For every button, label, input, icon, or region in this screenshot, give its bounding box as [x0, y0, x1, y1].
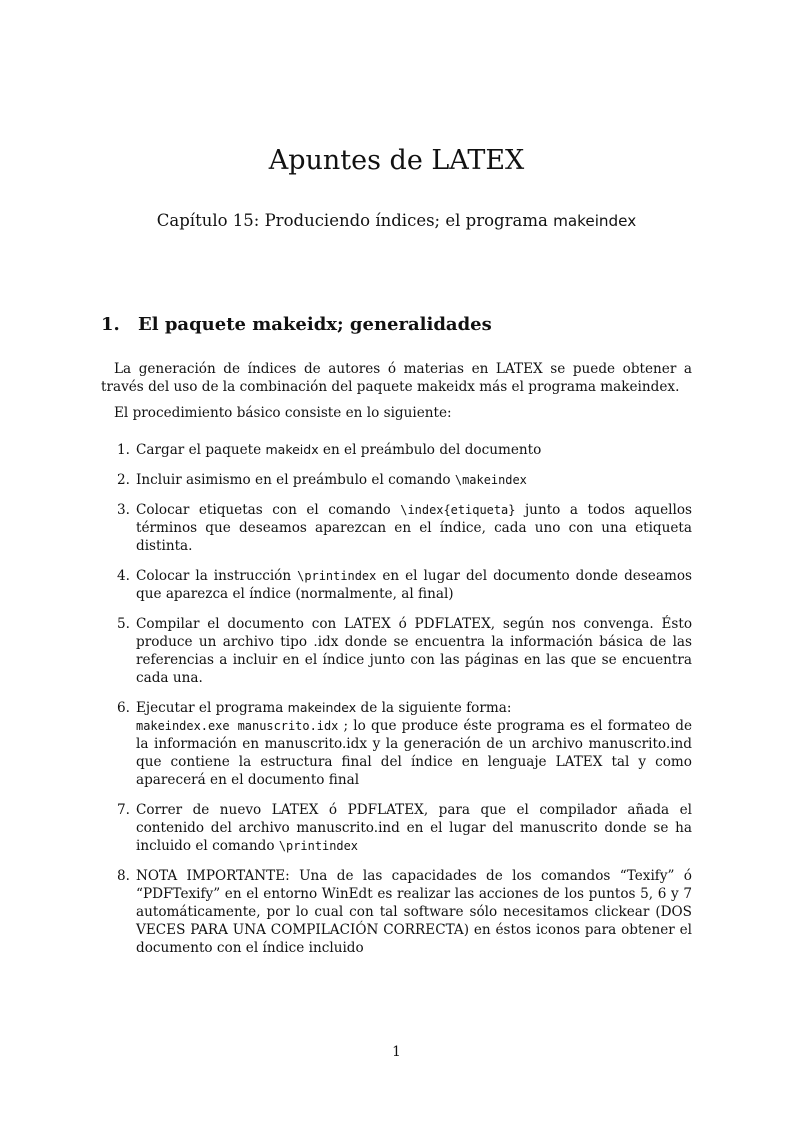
- list-item-number: 6.: [117, 700, 130, 716]
- list-item: [101, 501, 692, 555]
- list-item: [101, 567, 692, 603]
- list-item-text: Ejecutar el programa makeindex de la siguiente forma: makeindex.exe manuscrito.idx ; lo que produce éste programa es el formateo de la información en manuscrito.idx y la generación de un archivo manuscrito.ind que contiene la estructura final del índice en lenguaje LATEX tal y como aparecerá en el documento final: [136, 700, 692, 788]
- list-item-number: 3.: [117, 502, 130, 518]
- list-item-text: Cargar el paquete makeidx en el preámbulo del documento: [136, 442, 542, 458]
- section-title: El paquete makeidx; generalidades: [138, 314, 492, 335]
- list-item: [101, 471, 692, 489]
- list-item-number: 2.: [117, 472, 130, 488]
- list-item: [101, 615, 692, 687]
- list-item: [101, 441, 692, 459]
- list-item-text: Colocar la instrucción \printindex en el lugar del documento donde deseamos que aparezca el índice (normalmente, al final): [136, 568, 692, 602]
- list-item-number: 1.: [117, 442, 130, 458]
- section-heading: [101, 314, 492, 335]
- page-title: Apuntes de LATEX: [268, 145, 525, 176]
- intro-paragraph: La generación de índices de autores ó materias en LATEX se puede obtener a través del uso de la combinación del paquete makeidx más el programa makeindex.: [101, 361, 692, 395]
- list-item-text: Compilar el documento con LATEX ó PDFLATEX, según nos convenga. Ésto produce un archivo tipo .idx donde se encuentra la información básica de las referencias a incluir en el índice junto con las páginas en las que se encuentra cada una.: [136, 616, 692, 686]
- list-item-text: Incluir asimismo en el preámbulo el comando \makeindex: [136, 472, 527, 488]
- list-item-text: NOTA IMPORTANTE: Una de las capacidades de los comandos “Texify” ó “PDFTexify” en el entorno WinEdt es realizar las acciones de los puntos 5, 6 y 7 automáticamente, por lo cual con tal software sólo necesitamos clickear (DOS VECES PARA UNA COMPILACIÓN CORRECTA) en éstos iconos para obtener el documento con el índice incluido: [136, 868, 692, 956]
- procedure-steps-list: [101, 441, 692, 969]
- list-item-text: Correr de nuevo LATEX ó PDFLATEX, para que el compilador añada el contenido del archivo manuscrito.ind en el lugar del manuscrito donde se ha incluido el comando \printindex: [136, 802, 692, 854]
- list-item-number: 8.: [117, 868, 130, 884]
- list-item: [101, 867, 692, 957]
- list-item: [101, 699, 692, 789]
- subtitle-text: Capítulo 15: Produciendo índices; el programa: [156, 211, 554, 230]
- subtitle-program-name: makeindex: [553, 212, 637, 230]
- list-item: [101, 801, 692, 855]
- list-item-text: Colocar etiquetas con el comando \index{etiqueta} junto a todos aquellos términos que deseamos aparezcan en el índice, cada uno con una etiqueta distinta.: [136, 502, 693, 554]
- page-number: 1: [392, 1044, 401, 1060]
- page-subtitle: [0, 211, 793, 230]
- list-item-number: 5.: [117, 616, 130, 632]
- list-item-number: 4.: [117, 568, 130, 584]
- procedure-paragraph: El procedimiento básico consiste en lo siguiente:: [114, 405, 452, 421]
- list-item-number: 7.: [117, 802, 130, 818]
- section-number: 1.: [101, 314, 120, 335]
